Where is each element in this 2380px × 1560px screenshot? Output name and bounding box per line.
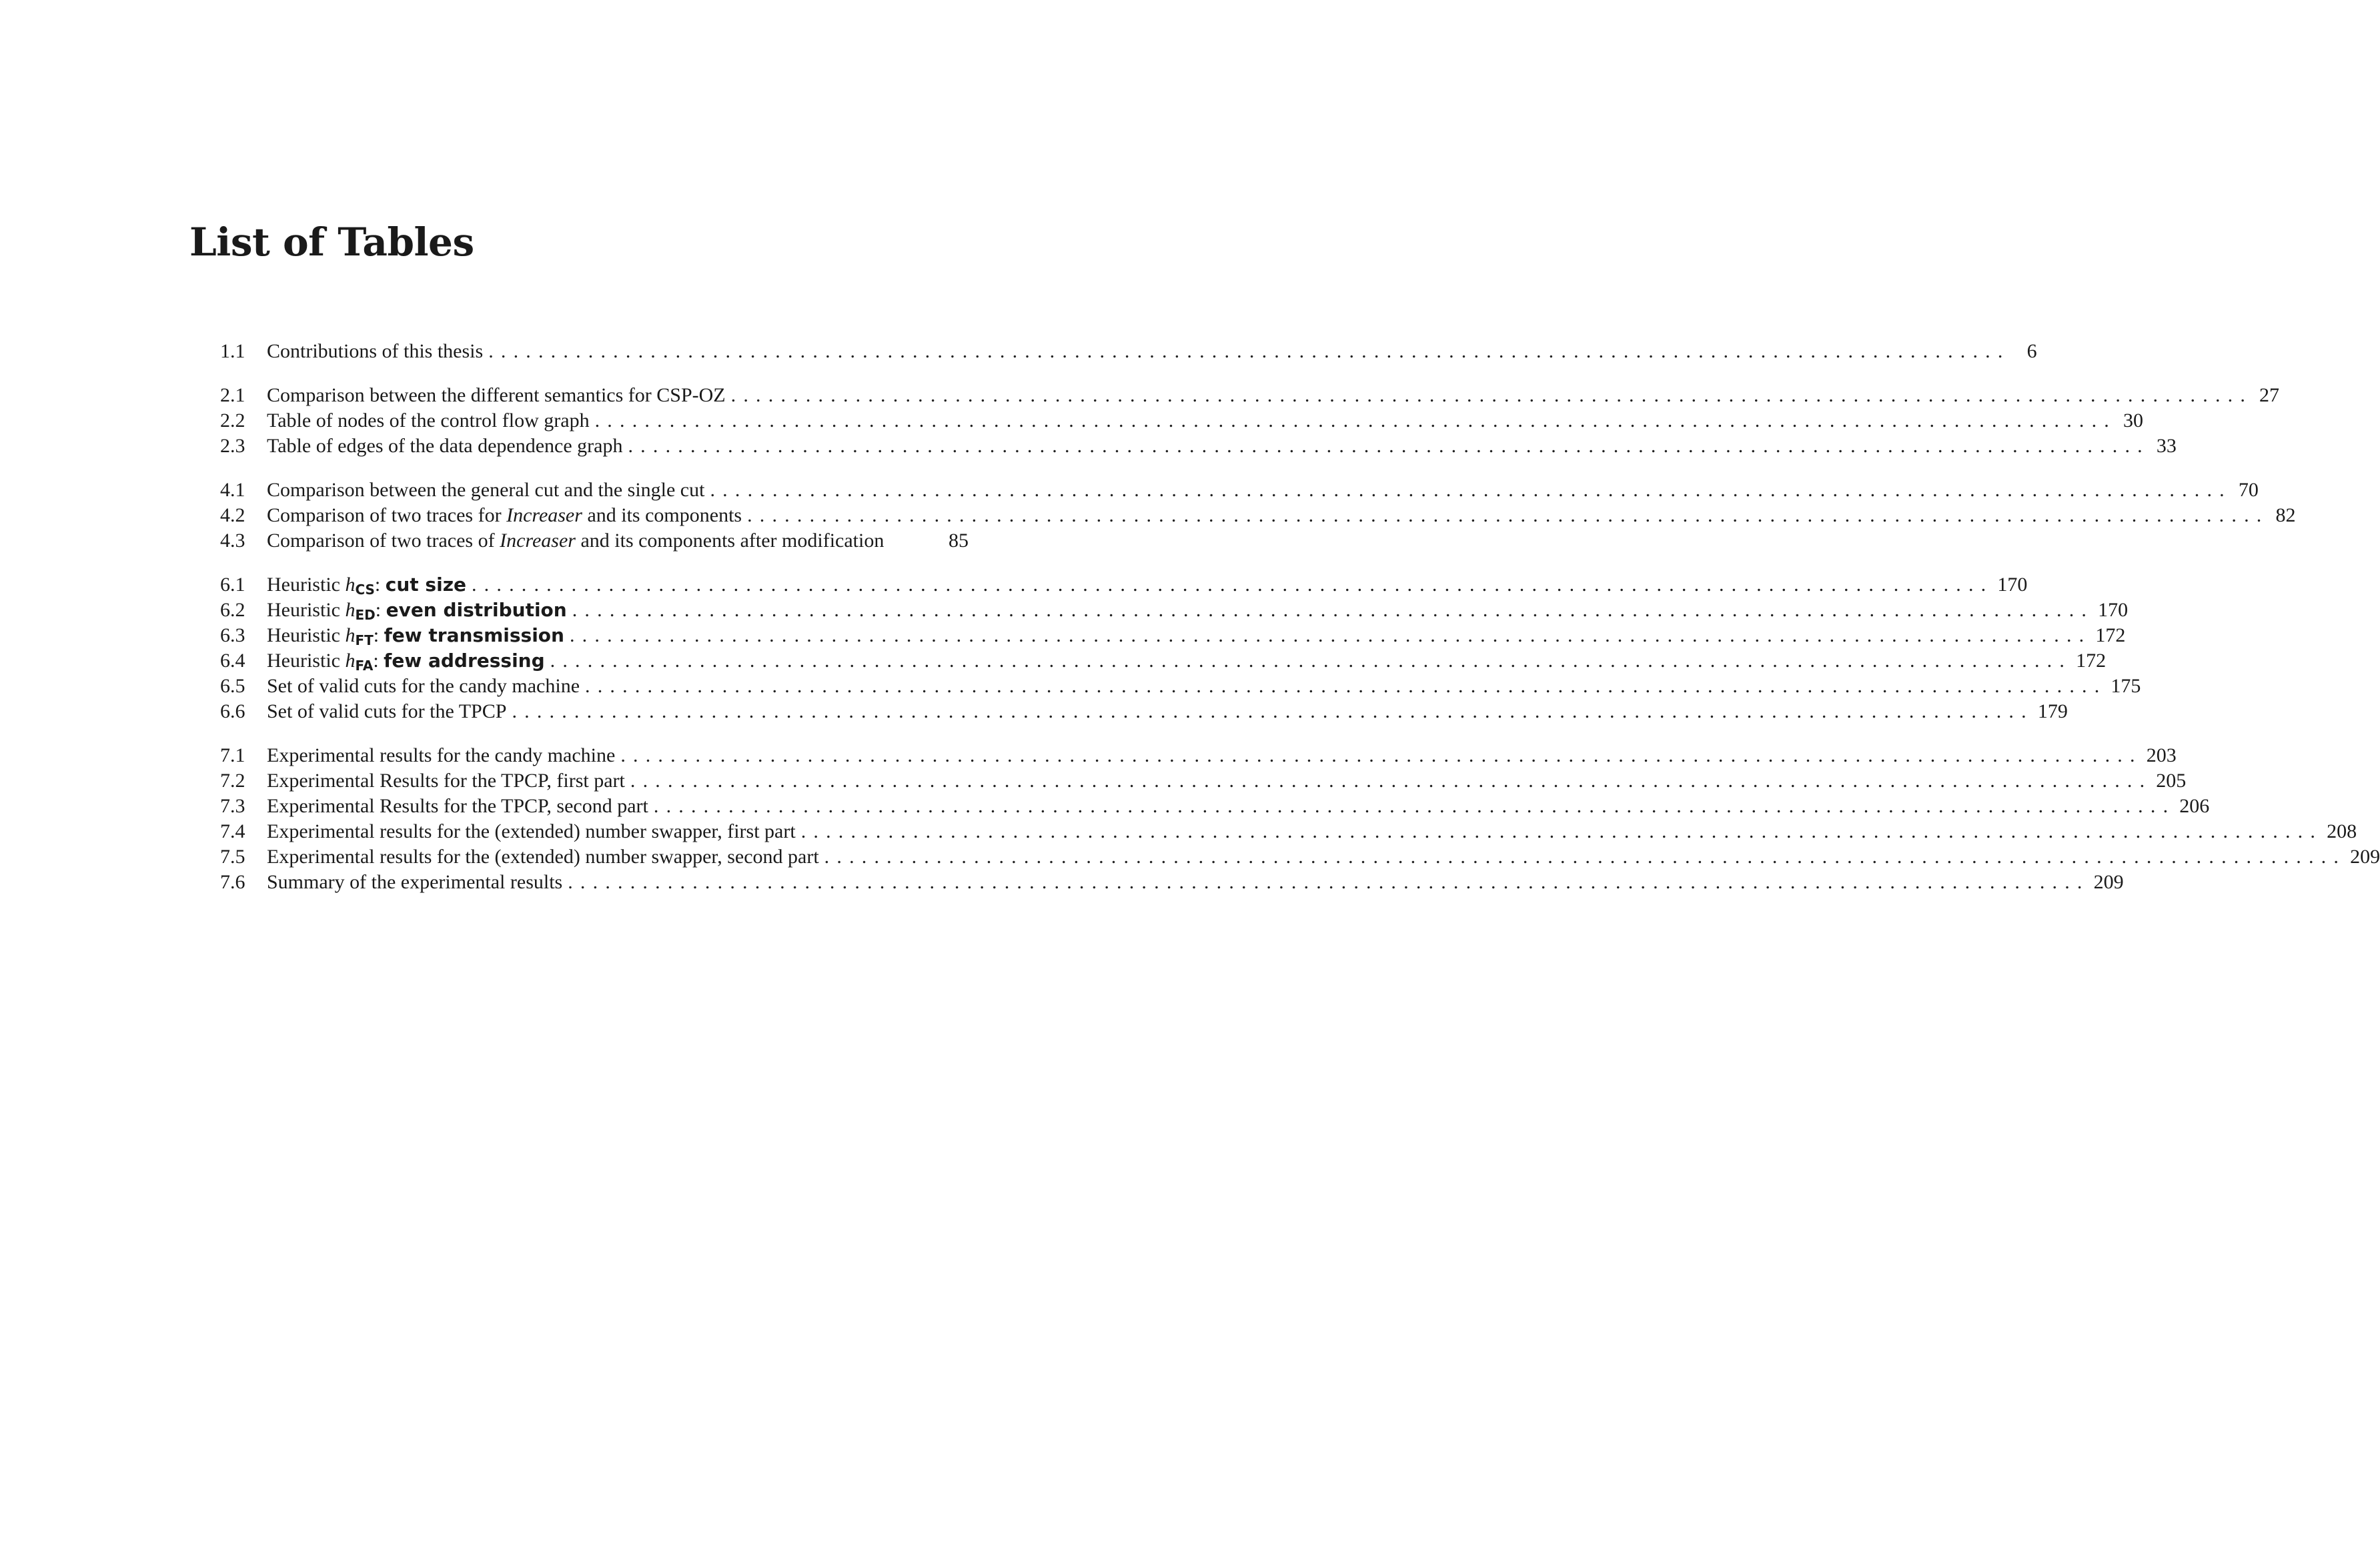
dot-leader: .......................................................................................................................... bbox=[710, 479, 2232, 501]
entry-number: 2.1 bbox=[220, 384, 245, 406]
entry-title: Summary of the experimental results bbox=[267, 871, 563, 893]
entry-title: Experimental Results for the TPCP, first part bbox=[267, 770, 625, 792]
dot-leader: .......................................................................................................................... bbox=[550, 650, 2072, 672]
toc-entry[interactable] bbox=[220, 819, 2357, 844]
entry-title: Table of edges of the data dependence graph bbox=[267, 435, 623, 457]
dot-leader: .......................................................................................................................... bbox=[620, 744, 2143, 766]
entry-page-number[interactable]: 33 bbox=[2156, 435, 2177, 457]
entry-title: Set of valid cuts for the TPCP bbox=[267, 700, 507, 722]
entry-number: 4.3 bbox=[220, 530, 245, 552]
toc-entry[interactable] bbox=[220, 408, 2143, 434]
entry-number: 6.2 bbox=[220, 599, 245, 621]
toc-entry[interactable] bbox=[220, 434, 2177, 459]
entry-page-number[interactable]: 175 bbox=[2111, 675, 2141, 697]
toc-entry[interactable] bbox=[220, 844, 2380, 870]
entry-title: Set of valid cuts for the candy machine bbox=[267, 675, 580, 697]
toc-entry[interactable] bbox=[220, 598, 2129, 623]
entry-page-number[interactable]: 82 bbox=[2275, 504, 2296, 526]
entry-number: 7.2 bbox=[220, 770, 245, 792]
entry-page-number[interactable]: 205 bbox=[2156, 770, 2187, 792]
entry-page-number[interactable]: 170 bbox=[1997, 574, 2028, 596]
entry-title: Comparison of two traces for Increaser and its components bbox=[267, 504, 742, 526]
toc-entry[interactable] bbox=[220, 674, 2141, 699]
entry-page-number[interactable]: 30 bbox=[2123, 410, 2143, 432]
entry-number: 4.1 bbox=[220, 479, 245, 501]
dot-leader: .......................................................................................................................... bbox=[747, 504, 2269, 526]
toc-entry[interactable] bbox=[220, 743, 2177, 768]
toc-entry[interactable] bbox=[220, 623, 2126, 648]
toc-entry[interactable] bbox=[220, 383, 2280, 408]
dot-leader: .......................................................................................................................... bbox=[630, 770, 2153, 792]
entry-title: Heuristic $h_{FA}$: few addressing bbox=[267, 650, 545, 674]
entry-title: Heuristic $h_{ED}$: even distribution bbox=[267, 599, 567, 623]
entry-number: 6.6 bbox=[220, 700, 245, 722]
toc-entry[interactable] bbox=[220, 870, 2124, 895]
toc-entry[interactable] bbox=[220, 339, 2037, 364]
toc-entry[interactable] bbox=[220, 768, 2187, 794]
entry-number: 7.3 bbox=[220, 795, 245, 817]
entry-page-number[interactable]: 206 bbox=[2179, 795, 2210, 817]
entry-page-number[interactable]: 179 bbox=[2037, 700, 2068, 722]
entry-page-number[interactable]: 203 bbox=[2146, 744, 2177, 766]
entry-title: Heuristic $h_{CS}$: cut size bbox=[267, 574, 466, 598]
dot-leader: .......................................................................................................................... bbox=[594, 410, 2117, 432]
toc-entry[interactable] bbox=[220, 794, 2210, 819]
entry-number: 1.1 bbox=[220, 340, 245, 362]
dot-leader: .......................................................................................................................... bbox=[512, 700, 2034, 722]
dot-leader: .......................................................................................................................... bbox=[585, 675, 2107, 697]
dot-leader: .......................................................................................................................... bbox=[824, 846, 2347, 868]
entry-page-number[interactable]: 208 bbox=[2327, 820, 2357, 842]
dot-leader: .......................................................................................................................... bbox=[488, 340, 2010, 362]
dot-leader: .......................................................................................................................... bbox=[653, 795, 2176, 817]
toc-entry[interactable] bbox=[220, 528, 969, 554]
entry-page-number[interactable]: 209 bbox=[2093, 871, 2124, 893]
entry-number: 6.4 bbox=[220, 650, 245, 672]
toc-entry[interactable] bbox=[220, 503, 2296, 528]
entry-title: Comparison between the different semantics for CSP-OZ bbox=[267, 384, 726, 406]
entry-number: 7.6 bbox=[220, 871, 245, 893]
entry-number: 7.5 bbox=[220, 846, 245, 868]
entry-number: 4.2 bbox=[220, 504, 245, 526]
toc-entry[interactable] bbox=[220, 572, 2028, 598]
entry-title: Table of nodes of the control flow graph bbox=[267, 410, 590, 432]
entry-title: Contributions of this thesis bbox=[267, 340, 484, 362]
entry-title: Experimental results for the (extended) number swapper, first part bbox=[267, 820, 796, 842]
entry-page-number[interactable]: 172 bbox=[2095, 624, 2126, 646]
entry-page-number[interactable]: 209 bbox=[2350, 846, 2380, 868]
entry-title: Heuristic $h_{FT}$: few transmission bbox=[267, 624, 564, 648]
dot-leader: .......................................................................................................................... bbox=[471, 574, 1994, 596]
dot-leader: .......................................................................................................................... bbox=[569, 624, 2092, 646]
dot-leader: .......................................................................................................................... bbox=[800, 820, 2323, 842]
toc-entry[interactable] bbox=[220, 478, 2259, 503]
entry-title: Experimental results for the (extended) number swapper, second part bbox=[267, 846, 819, 868]
dot-leader: .......................................................................................................................... bbox=[628, 435, 2150, 457]
entry-page-number[interactable]: 170 bbox=[2098, 599, 2129, 621]
entry-page-number[interactable]: 27 bbox=[2259, 384, 2280, 406]
entry-number: 6.3 bbox=[220, 624, 245, 646]
entry-page-number[interactable]: 70 bbox=[2238, 479, 2259, 501]
entry-title: Comparison of two traces of Increaser and its components after modification bbox=[267, 530, 884, 552]
entry-number: 2.2 bbox=[220, 410, 245, 432]
entry-number: 6.1 bbox=[220, 574, 245, 596]
entry-number: 2.3 bbox=[220, 435, 245, 457]
entry-title: Experimental results for the candy machine bbox=[267, 744, 616, 766]
entry-number: 7.1 bbox=[220, 744, 245, 766]
dot-leader: .......................................................................................................................... bbox=[568, 871, 2090, 893]
dot-leader: .......................................................................................................................... bbox=[730, 384, 2253, 406]
toc-entry[interactable] bbox=[220, 699, 2068, 724]
entry-title: Comparison between the general cut and the single cut bbox=[267, 479, 705, 501]
entry-page-number[interactable]: 85 bbox=[949, 530, 969, 552]
entry-title: Experimental Results for the TPCP, second part bbox=[267, 795, 648, 817]
toc-entry[interactable] bbox=[220, 648, 2107, 674]
entry-number: 6.5 bbox=[220, 675, 245, 697]
page-title: List of Tables bbox=[189, 219, 474, 265]
entry-page-number[interactable]: 172 bbox=[2076, 650, 2107, 672]
dot-leader: .......................................................................................................................... bbox=[572, 599, 2095, 621]
entry-page-number[interactable]: 6 bbox=[2026, 340, 2037, 362]
entry-number: 7.4 bbox=[220, 820, 245, 842]
